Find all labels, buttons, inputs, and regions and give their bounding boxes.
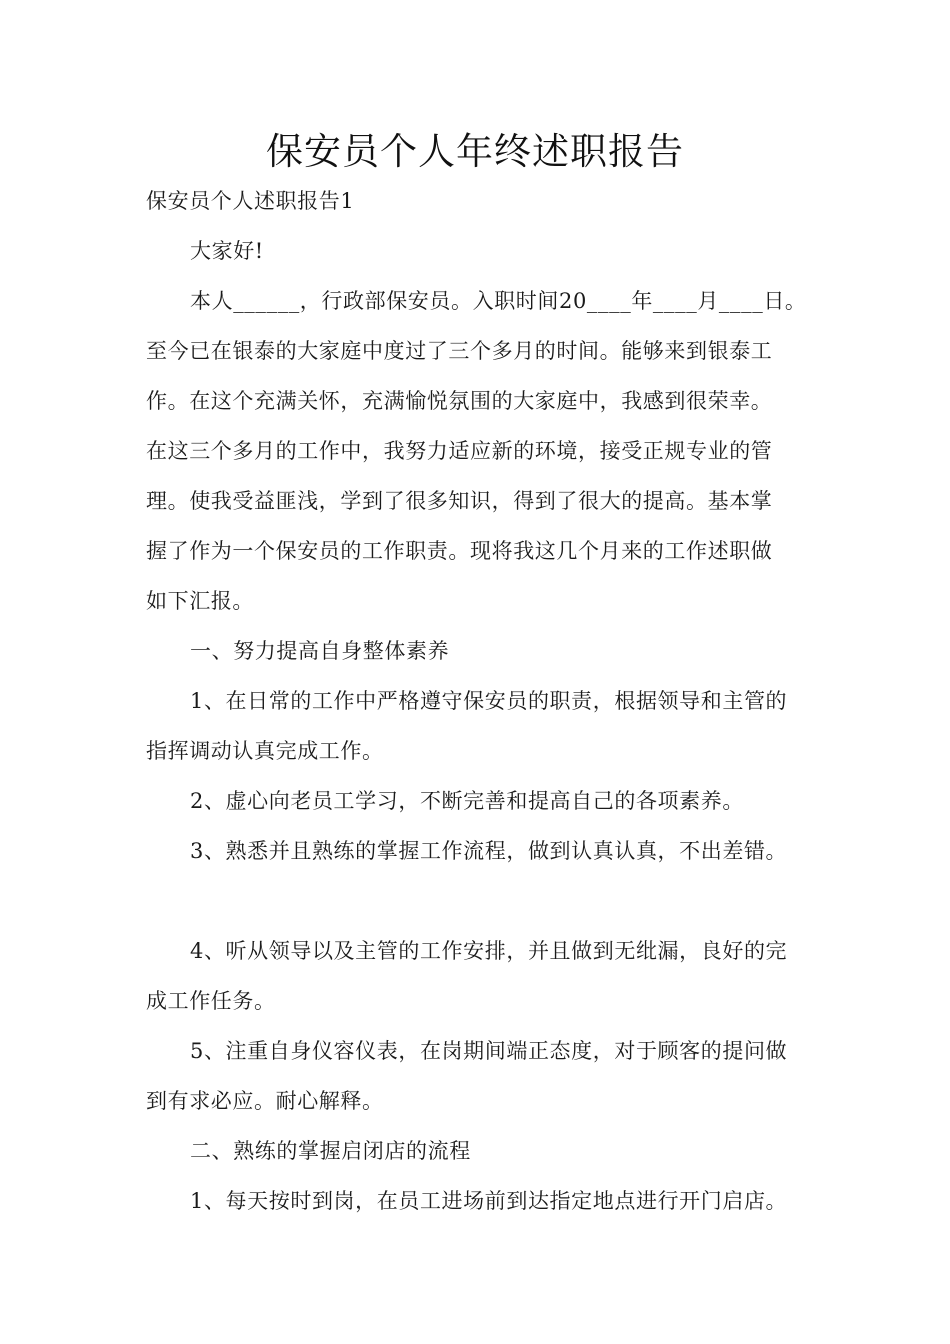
paragraph-line: 如下汇报。 xyxy=(146,589,254,613)
paragraph-line: 在这三个多月的工作中，我努力适应新的环境，接受正规专业的管 xyxy=(146,439,773,463)
list-item: 2、虚心向老员工学习，不断完善和提高自己的各项素养。 xyxy=(190,789,744,813)
paragraph-line: 理。使我受益匪浅，学到了很多知识，得到了很大的提高。基本掌 xyxy=(146,489,773,513)
list-item-continuation: 到有求必应。耐心解释。 xyxy=(146,1089,384,1113)
greeting-line: 大家好! xyxy=(190,239,264,263)
list-item: 5、注重自身仪容仪表，在岗期间端正态度，对于顾客的提问做 xyxy=(190,1039,788,1063)
list-item: 1、在日常的工作中严格遵守保安员的职责，根据领导和主管的 xyxy=(190,689,788,713)
list-item: 1、每天按时到岗，在员工进场前到达指定地点进行开门启店。 xyxy=(190,1189,788,1213)
section-heading: 二、熟练的掌握启闭店的流程 xyxy=(190,1139,471,1163)
paragraph-line: 至今已在银泰的大家庭中度过了三个多月的时间。能够来到银泰工 xyxy=(146,339,773,363)
paragraph-line: 握了作为一个保安员的工作职责。现将我这几个月来的工作述职做 xyxy=(146,539,773,563)
section-heading: 一、努力提高自身整体素养 xyxy=(190,639,450,663)
list-item: 4、听从领导以及主管的工作安排，并且做到无纰漏，良好的完 xyxy=(190,939,788,963)
list-item-continuation: 指挥调动认真完成工作。 xyxy=(146,739,384,763)
paragraph-line: 本人______，行政部保安员。入职时间20____年____月____日。 xyxy=(190,289,807,313)
section-heading: 保安员个人述职报告1 xyxy=(146,189,355,213)
paragraph-line: 作。在这个充满关怀，充满愉悦氛围的大家庭中，我感到很荣幸。 xyxy=(146,389,773,413)
list-item-continuation: 成工作任务。 xyxy=(146,989,276,1013)
document-title: 保安员个人年终述职报告 xyxy=(266,130,684,173)
list-item: 3、熟悉并且熟练的掌握工作流程，做到认真认真，不出差错。 xyxy=(190,839,788,863)
